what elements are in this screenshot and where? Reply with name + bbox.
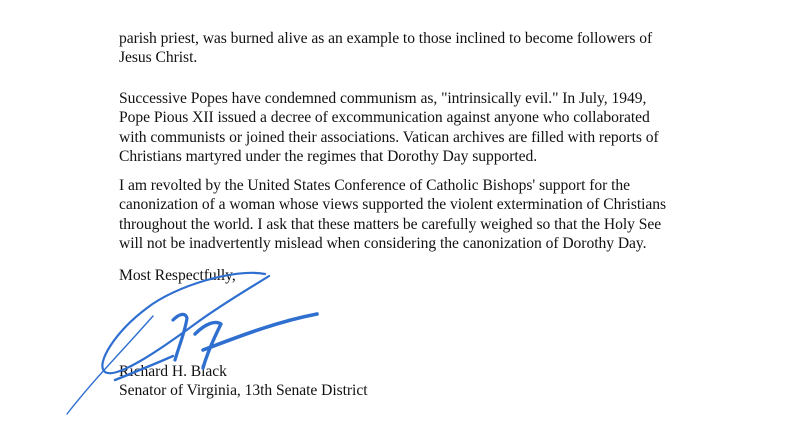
closing-text: Most Respectfully, (119, 267, 236, 284)
text-line: Jesus Christ. (119, 49, 198, 67)
text-line: parish priest, was burned alive as an example to those inclined to become followers of (119, 30, 653, 47)
text-line: throughout the world. I ask that these matters be carefully weighed so that the Holy See (119, 215, 662, 233)
paragraph-popes (119, 89, 789, 166)
signature-stroke (102, 273, 269, 373)
signature-block (119, 362, 789, 401)
text-line: Christians martyred under the regimes that Dorothy Day supported. (119, 147, 538, 165)
text-line: Successive Popes have condemned communism as, "intrinsically evil." In July, 1949, (119, 90, 647, 107)
signer-title: Senator of Virginia, 13th Senate District (119, 382, 368, 400)
text-line: I am revolted by the United States Conference of Catholic Bishops' support for the (119, 177, 631, 194)
paragraph-persecution (119, 29, 789, 68)
signature-stroke (203, 314, 317, 350)
paragraph-request (119, 176, 789, 253)
closing-salutation (119, 266, 789, 285)
handwritten-signature (55, 268, 335, 428)
text-line: will not be inadvertently mislead when considering the canonization of Dorothy Day. (119, 234, 647, 252)
text-line: Pope Pious XII issued a decree of excommunication against anyone who collaborated (119, 109, 650, 127)
signature-stroke (173, 314, 187, 360)
text-line: canonization of a woman whose views supported the violent extermination of Christians (119, 196, 667, 214)
signer-name: Richard H. Black (119, 363, 227, 380)
text-line: with communists or joined their associations. Vatican archives are filled with reports of (119, 128, 659, 146)
